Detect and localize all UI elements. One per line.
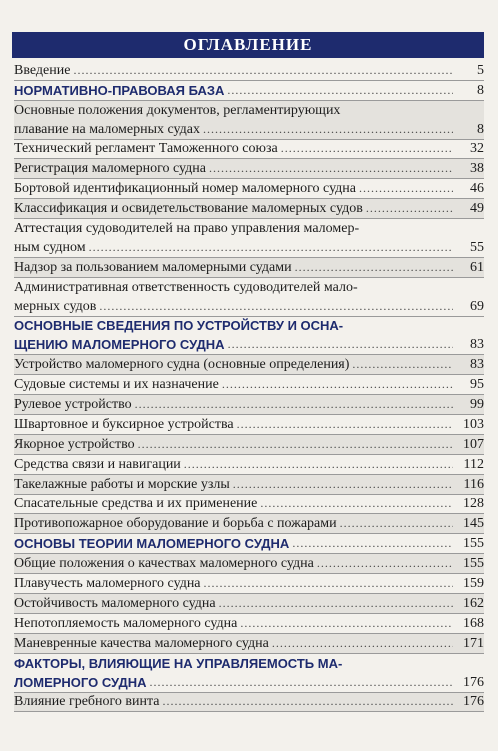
toc-header — [12, 32, 484, 58]
toc-entry-title: Непотопляемость маломерного судна — [14, 615, 238, 631]
dot-leader — [184, 458, 453, 470]
toc-page-number: 95 — [470, 377, 484, 393]
dot-leader — [227, 84, 453, 96]
dot-leader — [292, 537, 453, 549]
toc-entry — [14, 435, 484, 454]
toc-line — [14, 435, 484, 454]
toc-entry — [14, 140, 484, 159]
toc-page-number: 168 — [463, 615, 484, 631]
toc-entry — [14, 355, 484, 374]
dot-leader — [240, 617, 453, 629]
toc-line — [14, 219, 484, 238]
toc-entry-title: ным судном — [14, 239, 86, 255]
toc-line — [14, 495, 484, 514]
toc-page-number: 155 — [463, 536, 484, 552]
toc-line — [14, 140, 484, 159]
toc-page-number: 99 — [470, 397, 484, 413]
toc-page-number: 55 — [470, 239, 484, 255]
dot-leader — [99, 300, 453, 312]
toc-line — [14, 199, 484, 218]
dot-leader — [340, 517, 453, 529]
dot-leader — [228, 338, 453, 350]
toc-entry — [14, 278, 484, 316]
toc-entry — [14, 455, 484, 474]
dot-leader — [352, 358, 453, 370]
toc-page-number: 49 — [470, 201, 484, 217]
toc-page-number: 112 — [463, 456, 484, 472]
toc-line — [14, 574, 484, 593]
toc-entry-title: Влияние гребного винта — [14, 694, 160, 710]
toc-entry-title: ЛОМЕРНОГО СУДНА — [14, 674, 147, 690]
dot-leader — [150, 676, 453, 688]
toc-line — [14, 395, 484, 414]
toc-line — [14, 534, 484, 553]
toc-entry — [14, 219, 484, 257]
toc-line — [14, 654, 484, 673]
toc-entry-title: Рулевое устройство — [14, 397, 132, 413]
toc-entry-title: Плавучесть маломерного судна — [14, 576, 201, 592]
dot-leader — [317, 557, 453, 569]
toc-line — [14, 101, 484, 120]
toc-line — [14, 455, 484, 474]
toc-entry-title: Административная ответственность судоводителей мало- — [14, 279, 358, 295]
toc-entry-title: Устройство маломерного судна (основные определения) — [14, 357, 350, 373]
toc-line — [14, 258, 484, 277]
toc-page-number: 171 — [463, 635, 484, 651]
toc-entry-title: Противопожарное оборудование и борьба с пожарами — [14, 516, 337, 532]
toc-entry — [14, 415, 484, 434]
toc-line — [14, 81, 484, 100]
toc-entry-title: плавание на маломерных судах — [14, 121, 201, 137]
toc-entry — [14, 495, 484, 514]
toc-line — [14, 278, 484, 297]
toc-page-number: 162 — [463, 595, 484, 611]
toc-entry — [14, 693, 484, 712]
toc-line — [14, 693, 484, 712]
dot-leader — [359, 182, 453, 194]
toc-line — [14, 238, 484, 257]
toc-page-number: 116 — [463, 476, 484, 492]
dot-leader — [219, 597, 453, 609]
toc-entry — [14, 514, 484, 533]
dot-leader — [135, 398, 453, 410]
toc-page-number: 176 — [463, 694, 484, 710]
toc-entry-title: Бортовой идентификационный номер маломерного судна — [14, 181, 357, 197]
dot-leader — [203, 123, 453, 135]
toc-list — [14, 61, 484, 712]
toc-entry-title: ФАКТОРЫ, ВЛИЯЮЩИЕ НА УПРАВЛЯЕМОСТЬ МА- — [14, 655, 343, 671]
toc-entry-title: мерных судов — [14, 298, 97, 314]
toc-page-number: 107 — [463, 436, 484, 452]
toc-entry-title: Спасательные средства и их применение — [14, 496, 258, 512]
toc-page-number: 103 — [463, 416, 484, 432]
toc-section-heading — [14, 81, 484, 100]
toc-entry — [14, 179, 484, 198]
toc-entry — [14, 258, 484, 277]
toc-entry-title: Технический регламент Таможенного союза — [14, 141, 278, 157]
toc-line — [14, 554, 484, 573]
toc-section-heading — [14, 534, 484, 553]
dot-leader — [89, 241, 453, 253]
toc-line — [14, 634, 484, 653]
toc-page-number: 128 — [463, 496, 484, 512]
toc-line — [14, 475, 484, 494]
toc-page-number: 145 — [463, 516, 484, 532]
toc-entry — [14, 574, 484, 593]
toc-entry-title: НОРМАТИВНО-ПРАВОВАЯ БАЗА — [14, 82, 225, 98]
dot-leader — [209, 162, 453, 174]
toc-entry — [14, 159, 484, 178]
dot-leader — [222, 378, 453, 390]
toc-page-number: 159 — [463, 576, 484, 592]
toc-entry-title: Такелажные работы и морские узлы — [14, 476, 230, 492]
toc-page-number: 155 — [463, 556, 484, 572]
toc-line — [14, 61, 484, 80]
toc-line — [14, 297, 484, 316]
toc-entry — [14, 554, 484, 573]
toc-entry-title: Средства связи и навигации — [14, 456, 181, 472]
toc-entry-title: ОСНОВЫ ТЕОРИИ МАЛОМЕРНОГО СУДНА — [14, 536, 290, 552]
toc-page-number: 83 — [470, 357, 484, 373]
toc-line — [14, 179, 484, 198]
dot-leader — [204, 577, 453, 589]
dot-leader — [295, 261, 453, 273]
toc-page-number: 69 — [470, 298, 484, 314]
toc-line — [14, 614, 484, 633]
toc-entry-title: Введение — [14, 62, 71, 78]
toc-title: ОГЛАВЛЕНИЕ — [183, 35, 313, 54]
toc-entry-title: Регистрация маломерного судна — [14, 161, 206, 177]
dot-leader — [281, 142, 453, 154]
toc-entry — [14, 614, 484, 633]
toc-divider — [14, 711, 484, 712]
dot-leader — [272, 637, 453, 649]
toc-entry-title: Остойчивость маломерного судна — [14, 595, 216, 611]
toc-page-number: 8 — [477, 82, 484, 98]
dot-leader — [163, 695, 453, 707]
toc-line — [14, 673, 484, 692]
toc-line — [14, 335, 484, 354]
toc-line — [14, 514, 484, 533]
toc-entry-title: Якорное устройство — [14, 436, 135, 452]
toc-entry — [14, 594, 484, 613]
toc-line — [14, 375, 484, 394]
toc-page-number: 8 — [477, 121, 484, 137]
toc-page-number: 46 — [470, 181, 484, 197]
toc-entry-title: Основные положения документов, регламентирующих — [14, 102, 341, 118]
toc-line — [14, 415, 484, 434]
toc-line — [14, 120, 484, 139]
toc-line — [14, 159, 484, 178]
toc-entry — [14, 199, 484, 218]
toc-entry-title: Швартовное и буксирное устройства — [14, 416, 234, 432]
toc-entry — [14, 395, 484, 414]
toc-entry-title: Судовые системы и их назначение — [14, 377, 219, 393]
toc-entry-title: Аттестация судоводителей на право управления маломер- — [14, 221, 360, 237]
toc-entry — [14, 375, 484, 394]
toc-entry — [14, 101, 484, 139]
toc-page-number: 38 — [470, 161, 484, 177]
toc-line — [14, 594, 484, 613]
toc-line — [14, 317, 484, 336]
toc-entry — [14, 475, 484, 494]
toc-entry-title: Классификация и освидетельствование маломерных судов — [14, 201, 363, 217]
toc-entry-title: ОСНОВНЫЕ СВЕДЕНИЯ ПО УСТРОЙСТВУ И ОСНА- — [14, 318, 344, 334]
toc-page-number: 5 — [477, 62, 484, 78]
toc-section-heading — [14, 317, 484, 355]
toc-entry-title: Надзор за пользованием маломерными судами — [14, 259, 292, 275]
toc-entry-title: Маневренные качества маломерного судна — [14, 635, 269, 651]
toc-page-number: 32 — [470, 141, 484, 157]
toc-entry — [14, 634, 484, 653]
toc-entry-title: Общие положения о качествах маломерного судна — [14, 556, 314, 572]
toc-entry-title: ЩЕНИЮ МАЛОМЕРНОГО СУДНА — [14, 337, 225, 353]
toc-section-heading — [14, 654, 484, 692]
toc-page-number: 83 — [470, 337, 484, 353]
dot-leader — [73, 64, 453, 76]
toc-line — [14, 355, 484, 374]
toc-entry — [14, 61, 484, 80]
dot-leader — [138, 438, 453, 450]
dot-leader — [366, 202, 453, 214]
dot-leader — [237, 418, 453, 430]
dot-leader — [233, 478, 453, 490]
dot-leader — [260, 497, 453, 509]
toc-page-number: 61 — [470, 259, 484, 275]
toc-page-number: 176 — [463, 674, 484, 690]
